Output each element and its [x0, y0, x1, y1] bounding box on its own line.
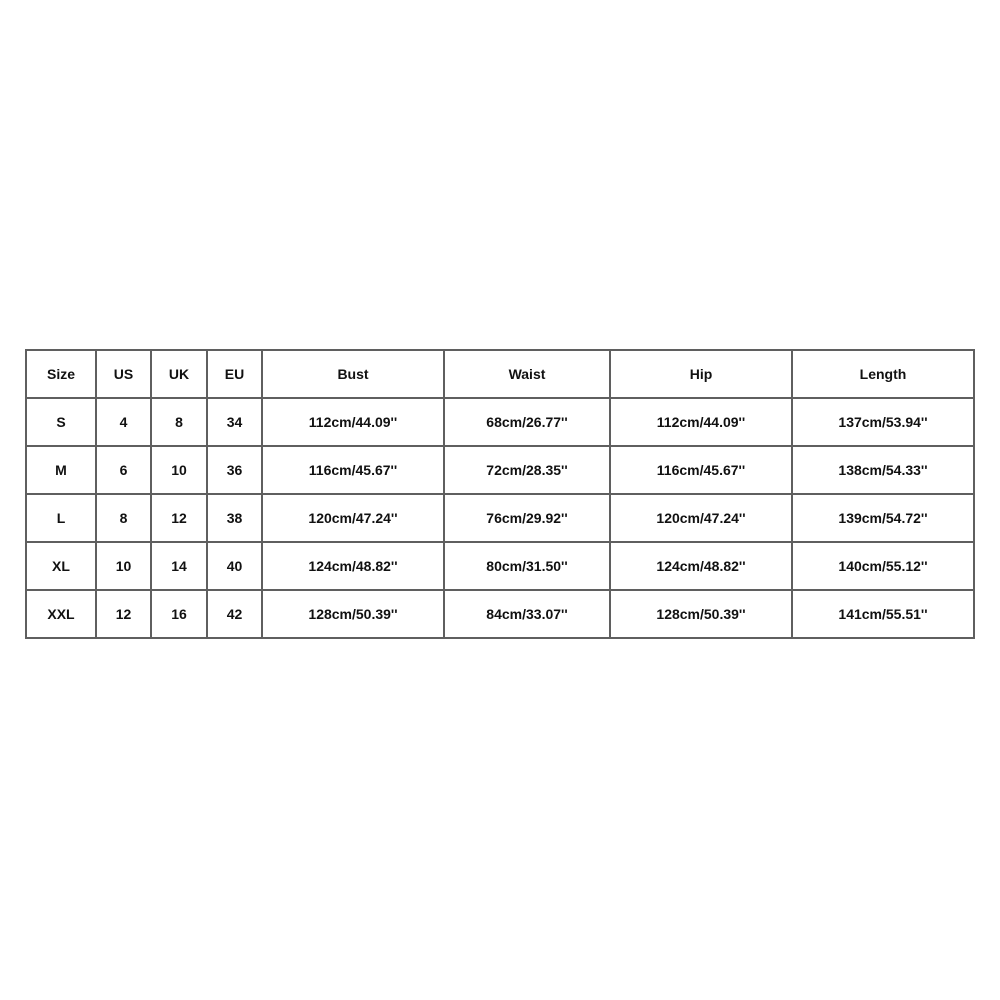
header-waist: Waist	[444, 350, 610, 398]
cell-waist: 80cm/31.50''	[444, 542, 610, 590]
cell-length: 141cm/55.51''	[792, 590, 974, 638]
cell-uk: 10	[151, 446, 207, 494]
cell-length: 137cm/53.94''	[792, 398, 974, 446]
cell-eu: 42	[207, 590, 262, 638]
table-row	[26, 494, 974, 542]
size-chart-table	[25, 349, 975, 639]
cell-hip: 120cm/47.24''	[610, 494, 792, 542]
cell-size: M	[26, 446, 96, 494]
table-row	[26, 542, 974, 590]
cell-uk: 12	[151, 494, 207, 542]
table-header-row	[26, 350, 974, 398]
header-length: Length	[792, 350, 974, 398]
cell-length: 140cm/55.12''	[792, 542, 974, 590]
cell-bust: 124cm/48.82''	[262, 542, 444, 590]
cell-hip: 124cm/48.82''	[610, 542, 792, 590]
cell-waist: 72cm/28.35''	[444, 446, 610, 494]
cell-us: 12	[96, 590, 151, 638]
header-hip: Hip	[610, 350, 792, 398]
cell-waist: 68cm/26.77''	[444, 398, 610, 446]
cell-us: 10	[96, 542, 151, 590]
cell-hip: 112cm/44.09''	[610, 398, 792, 446]
header-bust: Bust	[262, 350, 444, 398]
cell-hip: 116cm/45.67''	[610, 446, 792, 494]
cell-size: XL	[26, 542, 96, 590]
cell-length: 138cm/54.33''	[792, 446, 974, 494]
cell-hip: 128cm/50.39''	[610, 590, 792, 638]
cell-eu: 36	[207, 446, 262, 494]
cell-us: 4	[96, 398, 151, 446]
cell-eu: 40	[207, 542, 262, 590]
cell-bust: 112cm/44.09''	[262, 398, 444, 446]
cell-eu: 38	[207, 494, 262, 542]
cell-uk: 16	[151, 590, 207, 638]
table-row	[26, 446, 974, 494]
cell-waist: 84cm/33.07''	[444, 590, 610, 638]
cell-size: S	[26, 398, 96, 446]
table-row	[26, 398, 974, 446]
cell-uk: 8	[151, 398, 207, 446]
cell-uk: 14	[151, 542, 207, 590]
header-us: US	[96, 350, 151, 398]
cell-bust: 128cm/50.39''	[262, 590, 444, 638]
header-uk: UK	[151, 350, 207, 398]
header-size: Size	[26, 350, 96, 398]
cell-size: L	[26, 494, 96, 542]
cell-eu: 34	[207, 398, 262, 446]
cell-size: XXL	[26, 590, 96, 638]
cell-us: 6	[96, 446, 151, 494]
cell-bust: 120cm/47.24''	[262, 494, 444, 542]
table-row	[26, 590, 974, 638]
cell-us: 8	[96, 494, 151, 542]
header-eu: EU	[207, 350, 262, 398]
cell-bust: 116cm/45.67''	[262, 446, 444, 494]
cell-length: 139cm/54.72''	[792, 494, 974, 542]
cell-waist: 76cm/29.92''	[444, 494, 610, 542]
